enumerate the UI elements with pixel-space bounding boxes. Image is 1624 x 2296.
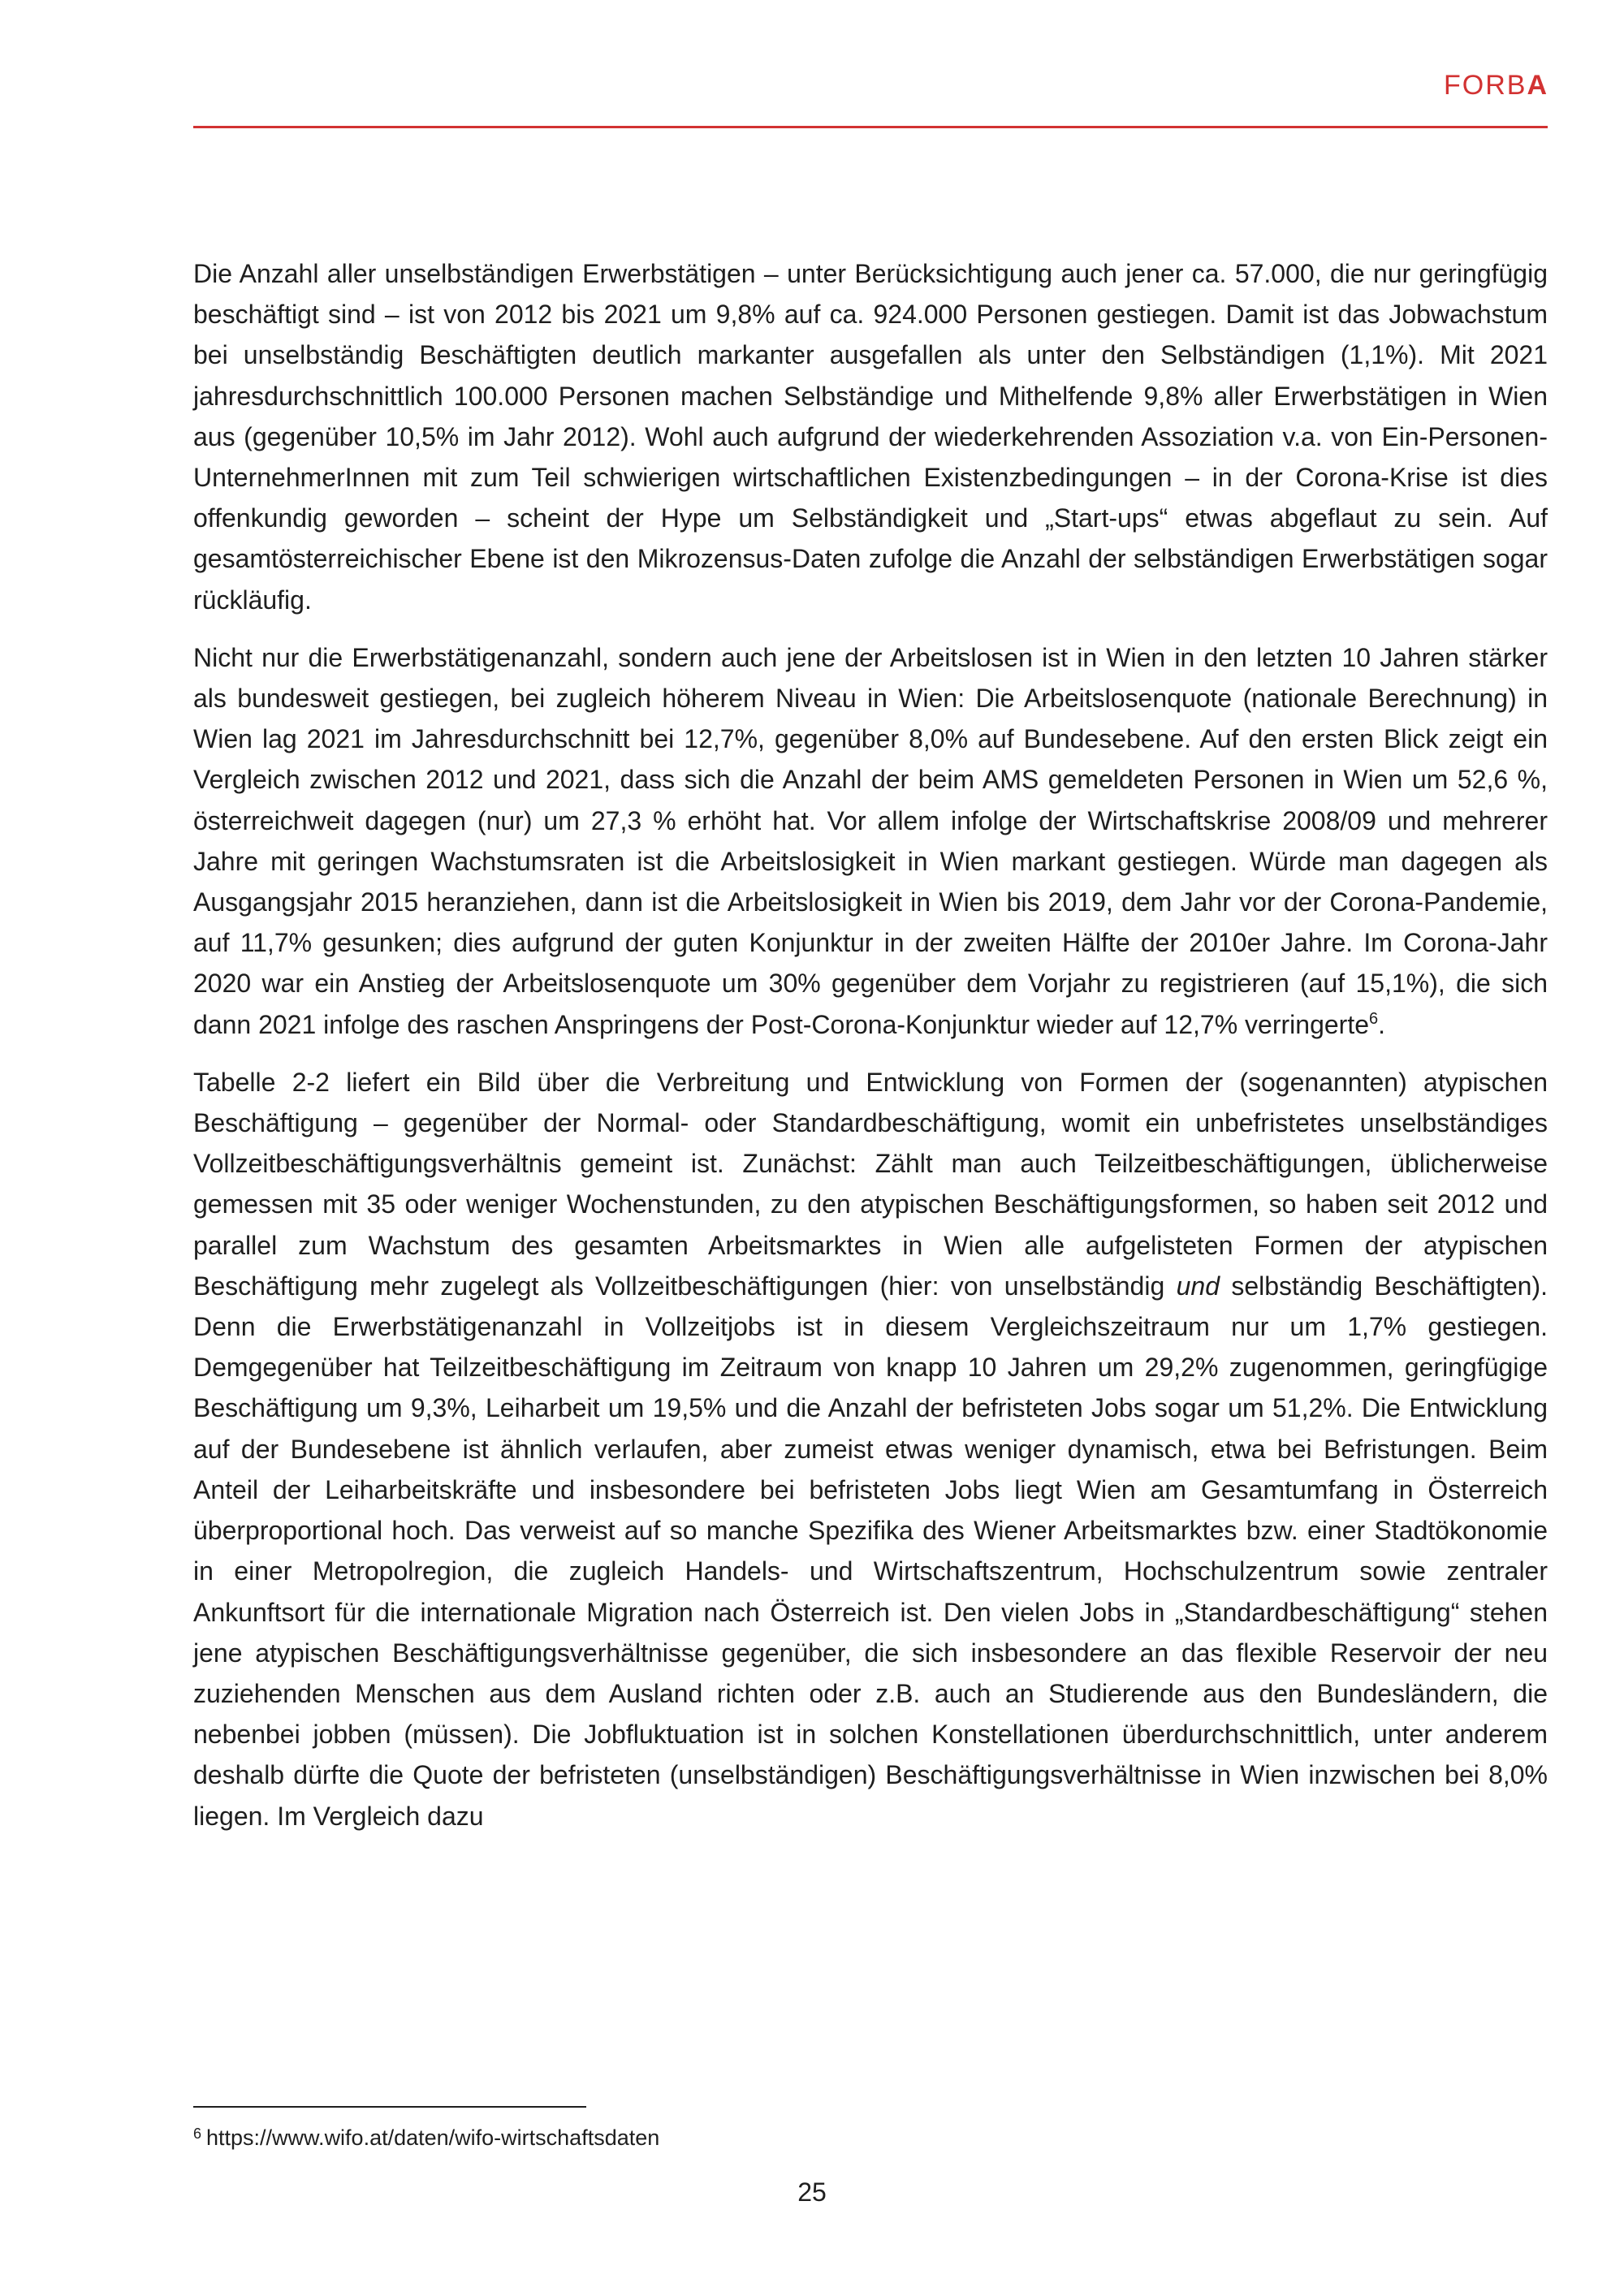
footnote-link[interactable]: https://www.wifo.at/daten/wifo-wirtschaftsdaten	[206, 2126, 660, 2150]
page-number: 25	[797, 2177, 827, 2207]
paragraph-1	[193, 253, 1548, 620]
paragraph-3-text-a: Tabelle 2-2 liefert ein Bild über die Verbreitung und Entwicklung von Formen der (sogenannten) atypischen Beschäftigung – gegenüber der Normal- oder Standardbeschäftigung, womit ein unbefristetes unselbständiges Vollzeitbeschäftigungsverhältnis gemeint ist. Zunächst: Zählt man auch Teilzeitbeschäftigungen, üblicherweise gemessen mit 35 oder weniger Wochenstunden, zu den atypischen Beschäftigungsformen, so haben seit 2012 und parallel zum Wachstum des gesamten Arbeitsmarktes in Wien alle aufgelisteten Formen der atypischen Beschäftigung mehr zugelegt als Vollzeitbeschäftigungen (hier: von unselbständig	[193, 1067, 1548, 1301]
forba-logo	[1444, 70, 1548, 101]
paragraph-2-tail: .	[1378, 1009, 1386, 1039]
paragraph-3-text-b: selbständig Beschäftigten). Denn die Erwerbstätigenanzahl in Vollzeitjobs ist in diesem Vergleichszeitraum nur um 1,7% gestiegen. Demgegenüber hat Teilzeitbeschäftigung im Zeitraum von knapp 10 Jahren um 29,2% zugenommen, geringfügige Beschäftigung um 9,3%, Leiharbeit um 19,5% und die Anzahl der befristeten Jobs sogar um 51,2%. Die Entwicklung auf der Bundesebene ist ähnlich verlaufen, aber zumeist etwas weniger dynamisch, etwa bei Befristungen. Beim Anteil der Leiharbeitskräfte und insbesondere bei befristeten Jobs liegt Wien am Gesamtumfang in Österreich überproportional hoch. Das verweist auf so manche Spezifika des Wiener Arbeitsmarktes bzw. einer Stadtökonomie in einer Metropolregion, die zugleich Handels- und Wirtschaftszentrum, Hochschulzentrum sowie zentraler Ankunftsort für die internationale Migration nach Österreich ist. Den vielen Jobs in „Standardbeschäftigung“ stehen jene atypischen Beschäftigungsverhältnisse gegenüber, die sich insbesondere an das flexible Reservoir der neu zuziehenden Menschen aus dem Ausland richten oder z.B. auch an Studierende aus den Bundesländern, die nebenbei jobben (müssen). Die Jobfluktuation ist in solchen Konstellationen überdurchschnittlich, unter anderem deshalb dürfte die Quote der befristeten (unselbständigen) Beschäftigungsverhältnisse in Wien inzwischen bei 8,0% liegen. Im Vergleich dazu	[193, 1271, 1548, 1831]
paragraph-2-text: Nicht nur die Erwerbstätigenanzahl, sondern auch jene der Arbeitslosen ist in Wien in den letzten 10 Jahren stärker als bundesweit gestiegen, bei zugleich höherem Niveau in Wien: Die Arbeitslosenquote (nationale Berechnung) in Wien lag 2021 im Jahresdurchschnitt bei 12,7%, gegenüber 8,0% auf Bundesebene. Auf den ersten Blick zeigt ein Vergleich zwischen 2012 und 2021, dass sich die Anzahl der beim AMS gemeldeten Personen in Wien um 52,6 %, österreichweit dagegen (nur) um 27,3 % erhöht hat. Vor allem infolge der Wirtschaftskrise 2008/09 und mehrerer Jahre mit geringen Wachstumsraten ist die Arbeitslosigkeit in Wien markant gestiegen. Würde man dagegen als Ausgangsjahr 2015 heranziehen, dann ist die Arbeitslosigkeit in Wien bis 2019, dem Jahr vor der Corona-Pandemie, auf 11,7% gesunken; dies aufgrund der guten Konjunktur in der zweiten Hälfte der 2010er Jahre. Im Corona-Jahr 2020 war ein Anstieg der Arbeitslosenquote um 30% gegenüber dem Vorjahr zu registrieren (auf 15,1%), die sich dann 2021 infolge des raschen Anspringens der Post-Corona-Konjunktur wieder auf 12,7% verringerte	[193, 642, 1548, 1039]
paragraph-3	[193, 1062, 1548, 1836]
paragraph-3-italic: und	[1176, 1271, 1220, 1301]
footnote-reference: 6	[1369, 1009, 1379, 1028]
logo-text-main: FORB	[1443, 70, 1527, 101]
footnote-number: 6	[193, 2126, 202, 2142]
paragraph-2	[193, 637, 1548, 1045]
logo-text-accent: A	[1527, 70, 1548, 101]
body-text	[193, 253, 1548, 1854]
footnote-divider	[193, 2106, 586, 2108]
paragraph-1-text: Die Anzahl aller unselbständigen Erwerbstätigen – unter Berücksichtigung auch jener ca. 57.000, die nur geringfügig beschäftigt sind – ist von 2012 bis 2021 um 9,8% auf ca. 924.000 Personen gestiegen. Damit ist das Jobwachstum bei unselbständig Beschäftigten deutlich markanter ausgefallen als unter den Selbständigen (1,1%). Mit 2021 jahresdurchschnittlich 100.000 Personen machen Selbständige und Mithelfende 9,8% aller Erwerbstätigen in Wien aus (gegenüber 10,5% im Jahr 2012). Wohl auch aufgrund der wiederkehrenden Assoziation v.a. von Ein-Personen-UnternehmerInnen mit zum Teil schwierigen wirtschaftlichen Existenzbedingungen – in der Corona-Krise ist dies offenkundig geworden – scheint der Hype um Selbständigkeit und „Start-ups“ etwas abgeflaut zu sein. Auf gesamtösterreichischer Ebene ist den Mikrozensus-Daten zufolge die Anzahl der selbständigen Erwerbstätigen sogar rückläufig.	[193, 259, 1548, 615]
header-divider	[193, 126, 1548, 128]
footnote	[193, 2124, 659, 2151]
